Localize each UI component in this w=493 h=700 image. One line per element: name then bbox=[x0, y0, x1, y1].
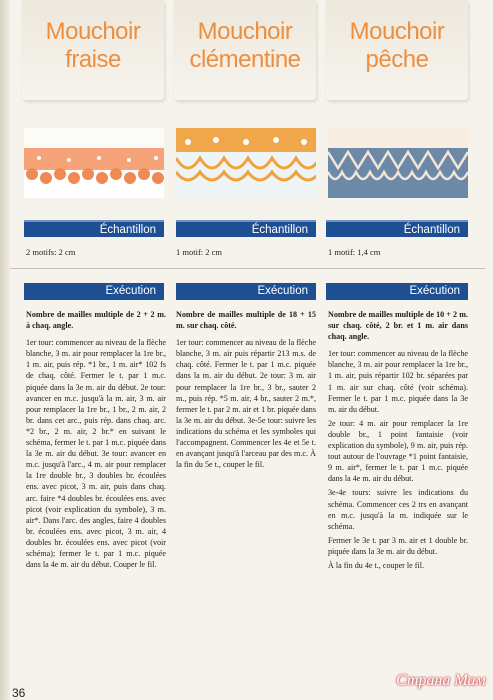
title-tab bbox=[326, 0, 468, 100]
title-line-2: clémentine bbox=[189, 46, 301, 73]
instructions-peche bbox=[328, 309, 468, 574]
section-sample-band: Échantillon bbox=[24, 220, 164, 237]
section-sample-band: Échantillon bbox=[326, 220, 468, 237]
title-line-1: Mouchoir bbox=[45, 18, 141, 45]
lace-photo-peche bbox=[328, 128, 468, 198]
instruction-paragraph: 2e tour: 4 m. air pour remplacer la 1re double br., 1 point fantaisie (voir explication du symbole), 9 m. air, puis rép. tout autour de l'ouvrage *1 point fantaisie, 9 m. air*, fermer le t. par 1 m.c. piquée dans la 4e m. air du début. bbox=[328, 418, 468, 484]
instruction-paragraph: 3e-4e tours: suivre les indications du schéma. Commencer ces 2 trs en avançant en m.c. jusqu'à la m. indiquée sur le schéma. bbox=[328, 488, 468, 531]
section-exec-band: Exécution bbox=[24, 283, 164, 300]
sample-size: 2 motifs: 2 cm bbox=[26, 247, 76, 257]
column-fraise bbox=[22, 0, 164, 100]
watermark-logo: Страна Мам bbox=[396, 672, 486, 689]
title-tab bbox=[22, 0, 164, 100]
title-tab bbox=[174, 0, 316, 100]
instruction-paragraph: 1er tour: commencer au niveau de la flèche blanche, 3 m. air pour remplacer la 1re br., 1 m. air, puis répartir 102 br. séparées par 1 m. air sur chaq. côté (voir schéma). Fermer le t. par 1 m.c. piquée dans la 3e m. air du début. bbox=[328, 349, 468, 414]
instruction-paragraph: 1er tour: commencer au niveau de la flèche blanche, 3 m. air pour remplacer la 1re br., 1 m. air, puis rép. *1 br., 1 m. air* 102 fs de chaq. côté. Fermer le t. par 1 m.c. piquée dans la 3e m. air du début. 2e tour: avancer en m.c. jusqu'à la m. air, 3 m. air pour remplacer la 1re br., 1 br., 2 m. air, 2 br. dans cet arc., puis rép. dans chaq. arc. *2 br., 2 m. air, 2 br.* en suivant le schéma, fermer le t. par 1 m.c. piquée dans la 3e m. air du début. 3e tour: avancer en m.c. jusqu'à l'arc., 4 m. air pour remplacer la 1re double br., 3 doubles br. écoulées ens. avec picot, 3 m. air, puis dans chaq. arc. faire *4 doubles br. écoulées ens. avec picot (voir explication du symbole), 3 m. air*. Dans l'arc. des angles, faire 4 doubles br. écoulées ens. avec picot, 3 m. air, 4 doubles br. écoulées ens. avec picot (voir schéma); fermer le t. par 1 m.c. piquée dans la 4e m. air du début. Couper le fil. bbox=[26, 338, 166, 570]
title-line-2: fraise bbox=[65, 46, 121, 73]
sample-size: 1 motif: 2 cm bbox=[176, 247, 223, 257]
lace-photo-fraise bbox=[24, 128, 164, 198]
title-line-2: pêche bbox=[365, 46, 429, 73]
page-spine bbox=[0, 0, 10, 700]
divider bbox=[10, 268, 485, 269]
instruction-paragraph: À la fin du 4e t., couper le fil. bbox=[328, 560, 424, 570]
instruction-paragraph: 1er tour: commencer au niveau de la flèche blanche, 3 m. air puis répartir 213 m.s. de chaq. côté. Fermer le t. par 1 m.c. piquée dans la m. air du début. 2e tour: 3 m. air pour remplacer la 1re br., 3 br., sauter 2 m., puis rép. *5 m. air, 4 br., sauter 2 m.*, fermer le t. par 2 m. air et 1 br. piquée dans la 3e m. air du début. 3e-5e tour: suivre les indications du schéma et les symboles qui l'accompagnent. Commencer les 4e et 5e t. en avançant jusqu'à l'arceau par des m.c. À la fin du 5e t., couper le fil. bbox=[176, 338, 316, 470]
lace-photo-clementine bbox=[176, 128, 316, 198]
title-line-1: Mouchoir bbox=[197, 18, 293, 45]
column-clementine bbox=[174, 0, 316, 100]
column-peche bbox=[326, 0, 468, 100]
section-exec-band: Exécution bbox=[326, 283, 468, 300]
instructions-fraise bbox=[26, 309, 166, 573]
stitch-count: Nombre de mailles multiple de 10 + 2 m. sur chaq. côté, 2 br. et 1 m. air dans chaq. angle. bbox=[328, 310, 468, 342]
instruction-paragraph: Fermer le 3e t. par 3 m. air et 1 double br. piquée dans la 3e m. air du début. bbox=[328, 535, 468, 556]
page-number: 36 bbox=[12, 686, 26, 700]
sample-size: 1 motif: 1,4 cm bbox=[328, 247, 381, 257]
stitch-count: Nombre de mailles multiple de 2 + 2 m. à chaq. angle. bbox=[26, 310, 166, 331]
instructions-clementine bbox=[176, 309, 316, 473]
stitch-count: Nombre de mailles multiple de 18 + 15 m. sur chaq. côté. bbox=[176, 310, 316, 331]
title-line-1: Mouchoir bbox=[349, 18, 445, 45]
section-sample-band: Échantillon bbox=[176, 220, 316, 237]
section-exec-band: Exécution bbox=[176, 283, 316, 300]
